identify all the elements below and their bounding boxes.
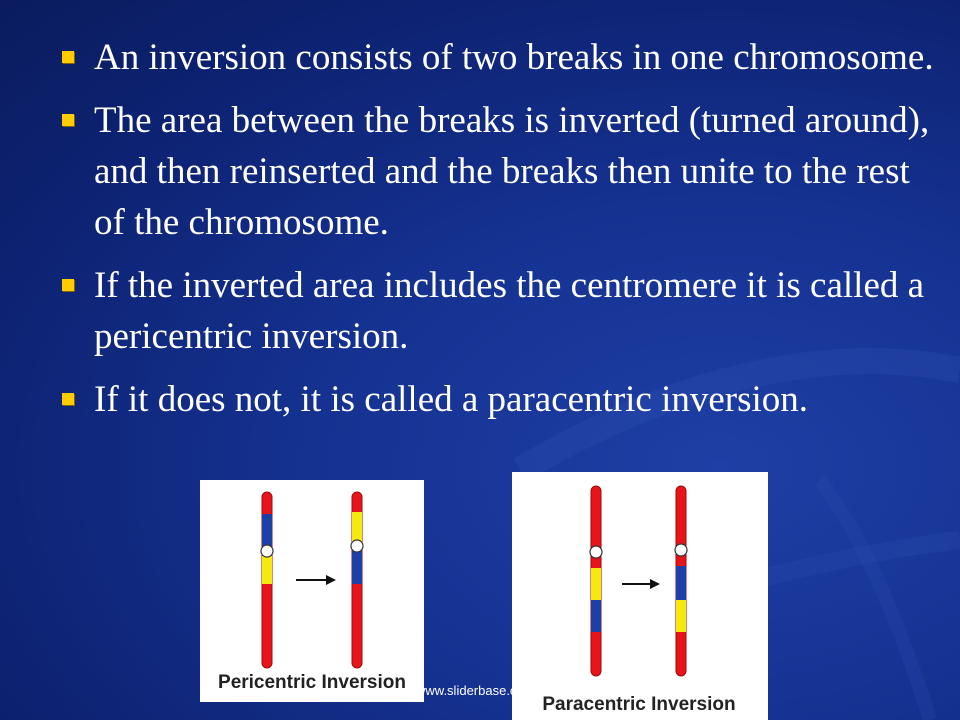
chromosome-original [261, 492, 273, 668]
bullet-text: An inversion consists of two breaks in one chromosome. [94, 37, 934, 78]
paracentric-diagram [512, 472, 768, 720]
chromosome-inverted [675, 486, 687, 676]
bullet-text: If it does not, it is called a paracentric inversion. [94, 379, 809, 420]
bullet-list [58, 32, 938, 437]
chromosome-original [590, 486, 602, 676]
watermark-text: www.sliderbase.com [416, 683, 535, 698]
bullet-item [58, 32, 938, 83]
pericentric-caption: Pericentric Inversion [218, 672, 406, 693]
bullet-item [58, 95, 938, 248]
bullet-item [58, 260, 938, 362]
bullet-text: The area between the breaks is inverted (turned around), and then reinserted and the breaks then unite to the rest of the chromosome. [94, 100, 930, 243]
bullet-item [58, 374, 938, 425]
square-bullet-icon [62, 279, 74, 291]
paracentric-caption: Paracentric Inversion [542, 694, 736, 715]
square-bullet-icon [62, 114, 74, 126]
square-bullet-icon [62, 393, 74, 405]
bullet-text: If the inverted area includes the centromere it is called a pericentric inversion. [94, 265, 925, 357]
square-bullet-icon [62, 51, 74, 63]
arrow-icon [622, 579, 660, 589]
chromosome-inverted [351, 492, 363, 668]
arrow-icon [296, 575, 336, 585]
pericentric-diagram [200, 480, 424, 702]
